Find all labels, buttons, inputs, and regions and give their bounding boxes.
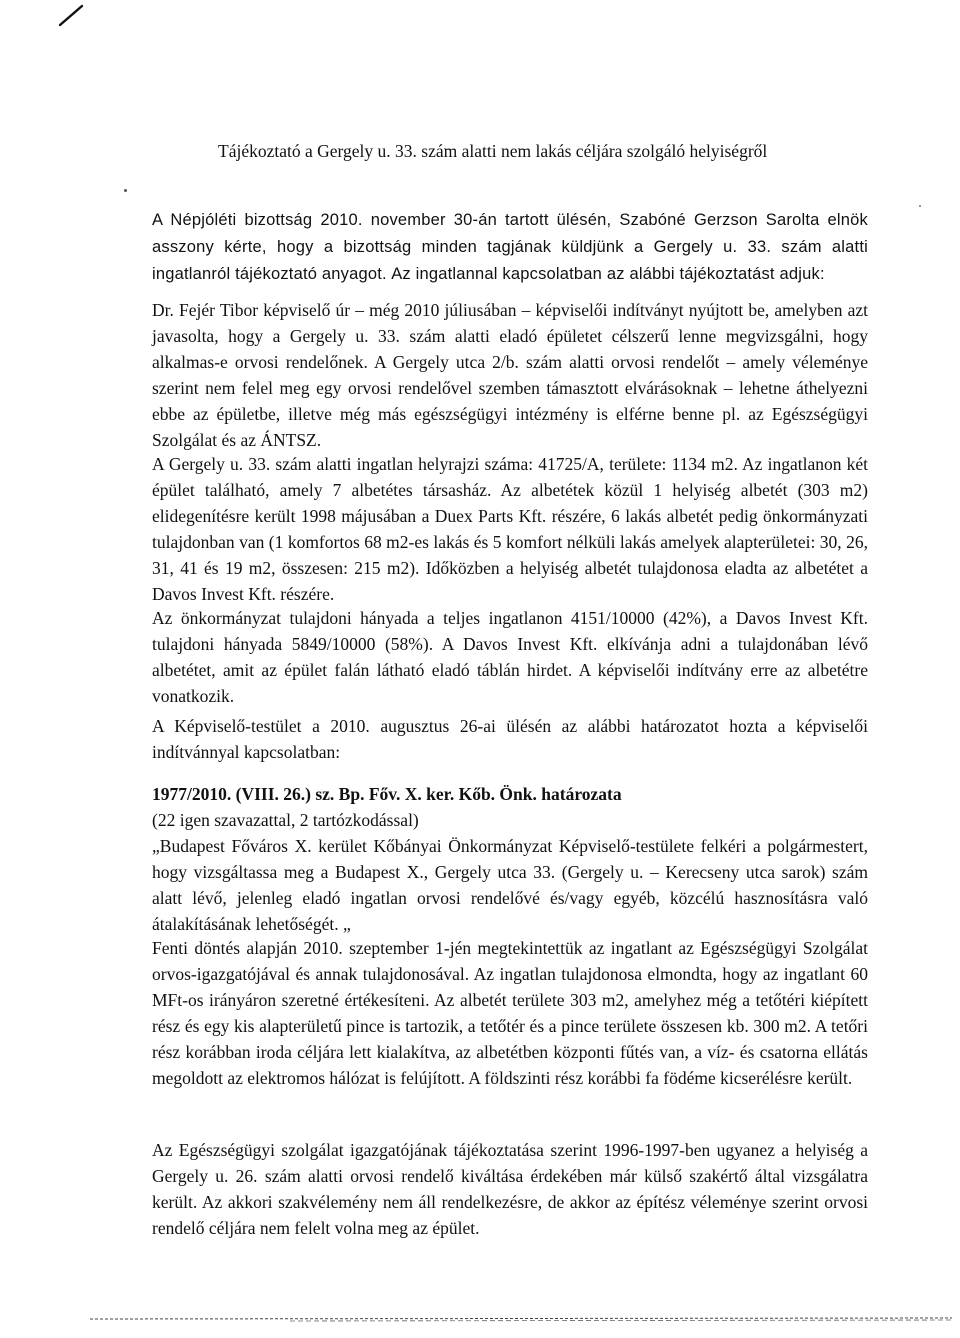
- resolution-text: „Budapest Főváros X. kerület Kőbányai Önkormányzat Képviselő-testülete felkéri a polgármestert, hogy vizsgáltassa meg a Budapest X., Gergely utca 33. (Gergely u. – Kerecseny utca sarok) szám alatt lévő, jelenleg eladó ingatlan orvosi rendelővé és/vagy egyéb, közcélú hasznosításra való átalakításának lehetőségét. „: [152, 836, 868, 934]
- scan-speck: [919, 205, 921, 207]
- proposal-paragraph: Dr. Fejér Tibor képviselő úr – még 2010 júliusában – képviselői indítványt nyújtott be, amelyben azt javasolta, hogy a Gergely u. 33. szám alatti eladó épületet célszerű lenne megvizsgálni, hogy alkalmas-e orvosi rendelőnek. A Gergely utca 2/b. szám alatti orvosi rendelőt – amely véleménye szerint nem felel meg egy orvosi rendelővel szemben támasztott elvárásoknak – lehetne áthelyezni ebbe az épületbe, illetve még más egészségügyi intézmény is elférne benne pl. az Egészségügyi Szolgálat és az ÁNTSZ.: [152, 300, 868, 450]
- pen-stroke-mark: [58, 4, 84, 28]
- council-paragraph: A Képviselő-testület a 2010. augusztus 26-ai ülésén az alábbi határozatot hozta a képviselői indítvánnyal kapcsolatban:: [152, 716, 868, 762]
- scan-speck: [124, 189, 127, 192]
- document-title: Tájékoztató a Gergely u. 33. szám alatti nem lakás céljára szolgáló helyiségről: [218, 141, 768, 161]
- inspection-paragraph: Fenti döntés alapján 2010. szeptember 1-jén megtekintettük az ingatlant az Egészségügyi Szolgálat orvos-igazgatójával és annak tulajdonosával. Az ingatlan tulajdonosa elmondta, hogy az ingatlant 60 MFt-os irányáron szeretné értékesíteni. Az albetét területe 303 m2, amelyhez még a tetőtéri kiépített rész és egy kis alapterületű pince is tartozik, a tetőtér és a pince területe összesen kb. 300 m2. A tetőri rész korábban iroda céljára lett kialakítva, az albetétben központi fűtés van, a víz- és csatorna ellátás megoldott az elektromos hálózat is felújított. A földszinti rész korábbi fa födéme kicserélésre került.: [152, 938, 868, 1088]
- scan-edge-line: [90, 1313, 952, 1323]
- resolution-block: [152, 781, 868, 937]
- intro-lead-in: Az ingatlannal kapcsolatban az alábbi tájékoztatást adjuk:: [391, 265, 825, 283]
- ownership-paragraph: Az önkormányzat tulajdoni hányada a teljes ingatlanon 4151/10000 (42%), a Davos Invest Kft. tulajdoni hányada 5849/10000 (58%). A Davos Invest Kft. elkívánja adni a tulajdonában lévő albetétet, amit az épület falán látható eladó táblán hirdet. A képviselői indítvány erre az albetétre vonatkozik.: [152, 608, 868, 706]
- resolution-title: 1977/2010. (VIII. 26.) sz. Bp. Főv. X. ker. Kőb. Önk. határozata: [152, 784, 622, 804]
- intro-paragraph: [152, 206, 868, 287]
- intro-text: A Népjóléti bizottság 2010. november 30-án tartott ülésén, Szabóné Gerzson Sarolta elnök asszony kérte, hogy a bizottság minden tagjának küldjünk a Gergely u. 33. szám alatti ingatlanról tájékoztató anyagot.: [152, 211, 868, 283]
- resolution-votes: (22 igen szavazattal, 2 tartózkodással): [152, 810, 419, 830]
- history-paragraph: Az Egészségügyi szolgálat igazgatójának tájékoztatása szerint 1996-1997-ben ugyanez a helyiség a Gergely u. 26. szám alatti orvosi rendelő kiváltása érdekében már külső szakértő által vizsgálatra került. Az akkori szakvélemény nem áll rendelkezésre, de akkor az építész véleménye szerint orvosi rendelő céljára nem felelt volna meg az épület.: [152, 1140, 868, 1238]
- property-details-paragraph: A Gergely u. 33. szám alatti ingatlan helyrajzi száma: 41725/A, területe: 1134 m2. Az ingatlanon két épület található, amely 7 albetétes társasház. Az albetétek közül 1 helyiség albetét (303 m2) elidegenítésre került 1998 májusában a Duex Parts Kft. részére, 6 lakás albetét pedig önkormányzati tulajdonban van (1 komfortos 68 m2-es lakás és 5 komfort nélküli lakás amelyek alapterületei: 30, 26, 31, 41 és 19 m2, összesen: 215 m2). Időközben a helyiség albetét tulajdonosa eladta az albetétet a Davos Invest Kft. részére.: [152, 454, 868, 604]
